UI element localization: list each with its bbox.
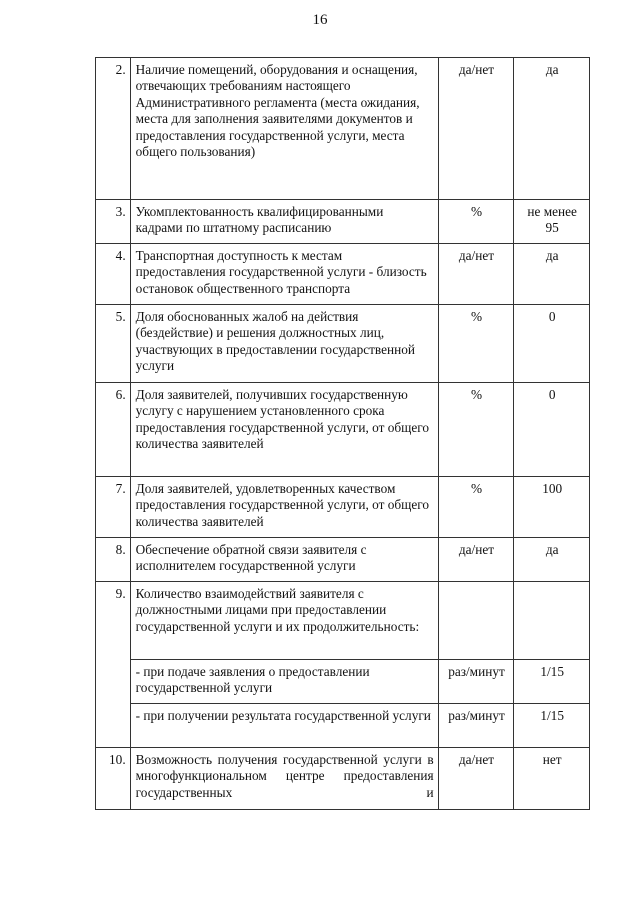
row-unit xyxy=(438,582,514,660)
row-description: Доля обоснованных жалоб на действия (бездействие) и решения должностных лиц, участвующих в предоставлении государственной услуги xyxy=(130,305,438,383)
row-description: Доля заявителей, получивших государственную услугу с нарушением установленного срока предоставления государственной услуги, от общего количества заявителей xyxy=(130,383,438,477)
row-unit: % xyxy=(438,477,514,538)
row-number: 4. xyxy=(96,244,131,305)
row-number: 7. xyxy=(96,477,131,538)
page-number: 16 xyxy=(312,12,328,28)
table-row xyxy=(96,538,590,582)
subrow-value: 1/15 xyxy=(514,660,590,704)
row-value: не менее 95 xyxy=(514,200,590,244)
table-subrow xyxy=(96,660,590,704)
row-value: 0 xyxy=(514,305,590,383)
row-value: 0 xyxy=(514,383,590,477)
row-number: 2. xyxy=(96,58,131,200)
row-unit: да/нет xyxy=(438,748,514,810)
row-value: нет xyxy=(514,748,590,810)
subrow-unit: раз/минут xyxy=(438,704,514,748)
row-description: Укомплектованность квалифицированными кадрами по штатному расписанию xyxy=(130,200,438,244)
row-unit: % xyxy=(438,305,514,383)
row-number: 9. xyxy=(96,582,131,748)
row-value: да xyxy=(514,244,590,305)
row-unit: да/нет xyxy=(438,538,514,582)
row-description: Доля заявителей, удовлетворенных качеством предоставления государственной услуги, от общего количества заявителей xyxy=(130,477,438,538)
table-row xyxy=(96,200,590,244)
subrow-value: 1/15 xyxy=(514,704,590,748)
row-number: 6. xyxy=(96,383,131,477)
row-unit: % xyxy=(438,383,514,477)
row-number: 3. xyxy=(96,200,131,244)
subrow-description: - при получении результата государственной услуги xyxy=(130,704,438,748)
row-value: да xyxy=(514,538,590,582)
row-description: Наличие помещений, оборудования и оснащения, отвечающих требованиям настоящего Административного регламента (места ожидания, места для заполнения заявителями документов и предоставления государственной услуги, места общего пользования) xyxy=(130,58,438,200)
table-row xyxy=(96,58,590,200)
indicators-table xyxy=(95,57,590,810)
subrow-unit: раз/минут xyxy=(438,660,514,704)
table-subrow xyxy=(96,704,590,748)
table-row xyxy=(96,244,590,305)
row-description: Количество взаимодействий заявителя с должностными лицами при предоставлении государственной услуги и их продолжительность: xyxy=(130,582,438,660)
row-description: Возможность получения государственной услуги в многофункциональном центре предоставления государственных и xyxy=(130,748,438,810)
table-row xyxy=(96,582,590,660)
row-unit: да/нет xyxy=(438,244,514,305)
row-description: Обеспечение обратной связи заявителя с исполнителем государственной услуги xyxy=(130,538,438,582)
row-number: 8. xyxy=(96,538,131,582)
row-value xyxy=(514,582,590,660)
table-row xyxy=(96,477,590,538)
row-value: да xyxy=(514,58,590,200)
row-number: 10. xyxy=(96,748,131,810)
table-row xyxy=(96,383,590,477)
row-unit: % xyxy=(438,200,514,244)
row-number: 5. xyxy=(96,305,131,383)
table-row xyxy=(96,305,590,383)
table-row xyxy=(96,748,590,810)
subrow-description: - при подаче заявления о предоставлении государственной услуги xyxy=(130,660,438,704)
row-unit: да/нет xyxy=(438,58,514,200)
row-value: 100 xyxy=(514,477,590,538)
row-description: Транспортная доступность к местам предоставления государственной услуги - близость остановок общественного транспорта xyxy=(130,244,438,305)
